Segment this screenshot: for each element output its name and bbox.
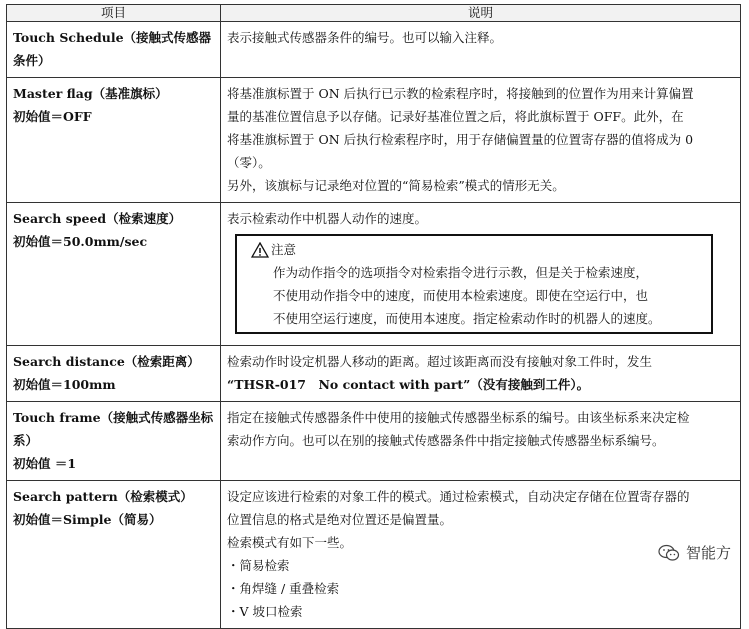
item-cell [7, 346, 221, 402]
item-cell [7, 481, 221, 629]
warning-icon [251, 242, 269, 258]
description-line: “THSR-017 No contact with part”（没有接触到工件）。 [227, 377, 590, 392]
table-header-row [7, 5, 741, 22]
header-item: 项目 [7, 5, 221, 22]
item-name: Touch frame（接触式传感器坐标系） [13, 410, 214, 448]
description-line: （零）。 [227, 155, 271, 170]
description-line: 检索动作时设定机器人移动的距离。超过该距离而没有接触对象工件时，发生 [227, 354, 653, 369]
table-row [7, 203, 741, 346]
item-initial-value: 初始值＝Simple（简易） [13, 512, 162, 527]
notice-box [235, 234, 713, 334]
table-row [7, 78, 741, 203]
watermark-text: 智能方 [685, 544, 731, 562]
item-initial-value: 初始值 ＝1 [13, 456, 77, 471]
item-initial-value: 初始值＝100mm [13, 377, 116, 392]
description-line: 量的基准位置信息予以存储。记录好基准位置之后，将此旗标置于 OFF。此外，在 [227, 109, 684, 124]
item-initial-value: 初始值＝OFF [13, 109, 92, 124]
description-cell [221, 78, 741, 203]
notice-title: 注意 [271, 242, 297, 257]
wechat-icon [658, 544, 680, 562]
item-name: Search pattern（检索模式） [13, 489, 193, 504]
item-name: Master flag（基准旗标） [13, 86, 168, 101]
description-line: 检索模式有如下一些。 [227, 535, 353, 550]
notice-line: 不使用动作指令中的速度，而使用本检索速度。即使在空运行中，也 [273, 288, 649, 303]
item-name: Touch Schedule（接触式传感器条件） [13, 30, 212, 68]
description-line: 表示接触式传感器条件的编号。也可以输入注释。 [227, 30, 503, 45]
description-line: 指定在接触式传感器条件中使用的接触式传感器坐标系的编号。由该坐标系来决定检 [227, 410, 690, 425]
item-cell [7, 402, 221, 481]
description-cell [221, 402, 741, 481]
table-row [7, 346, 741, 402]
description-line: 表示检索动作中机器人动作的速度。 [227, 211, 428, 226]
description-line: 位置信息的格式是绝对位置还是偏置量。 [227, 512, 453, 527]
table-row [7, 481, 741, 629]
item-initial-value: 初始值＝50.0mm/sec [13, 234, 148, 249]
watermark [658, 542, 731, 563]
notice-header [251, 238, 703, 261]
description-line: ・V 坡口检索 [227, 604, 303, 619]
description-line: 索动作方向。也可以在别的接触式传感器条件中指定接触式传感器坐标系编号。 [227, 433, 665, 448]
notice-line: 不使用空运行速度，而使用本速度。指定检索动作时的机器人的速度。 [273, 311, 661, 326]
item-cell [7, 22, 221, 78]
description-line: 将基准旗标置于 ON 后执行已示教的检索程序时，将接触到的位置作为用来计算偏置 [227, 86, 694, 101]
item-cell [7, 203, 221, 346]
parameter-table [6, 4, 741, 629]
description-line: 设定应该进行检索的对象工件的模式。通过检索模式，自动决定存储在位置寄存器的 [227, 489, 690, 504]
header-description: 说明 [221, 5, 741, 22]
table-row [7, 22, 741, 78]
description-line: 将基准旗标置于 ON 后执行检索程序时，用于存储偏置量的位置寄存器的值将成为 0 [227, 132, 694, 147]
item-name: Search distance（检索距离） [13, 354, 200, 369]
item-name: Search speed（检索速度） [13, 211, 182, 226]
description-line: ・简易检索 [227, 558, 290, 573]
description-line: ・角焊缝 / 重叠检索 [227, 581, 340, 596]
description-cell [221, 346, 741, 402]
description-cell [221, 22, 741, 78]
item-cell [7, 78, 221, 203]
table-row [7, 402, 741, 481]
description-line: 另外，该旗标与记录绝对位置的“简易检索”模式的情形无关。 [227, 178, 565, 193]
notice-line: 作为动作指令的选项指令对检索指令进行示教，但是关于检索速度， [273, 265, 649, 280]
description-cell [221, 203, 741, 346]
